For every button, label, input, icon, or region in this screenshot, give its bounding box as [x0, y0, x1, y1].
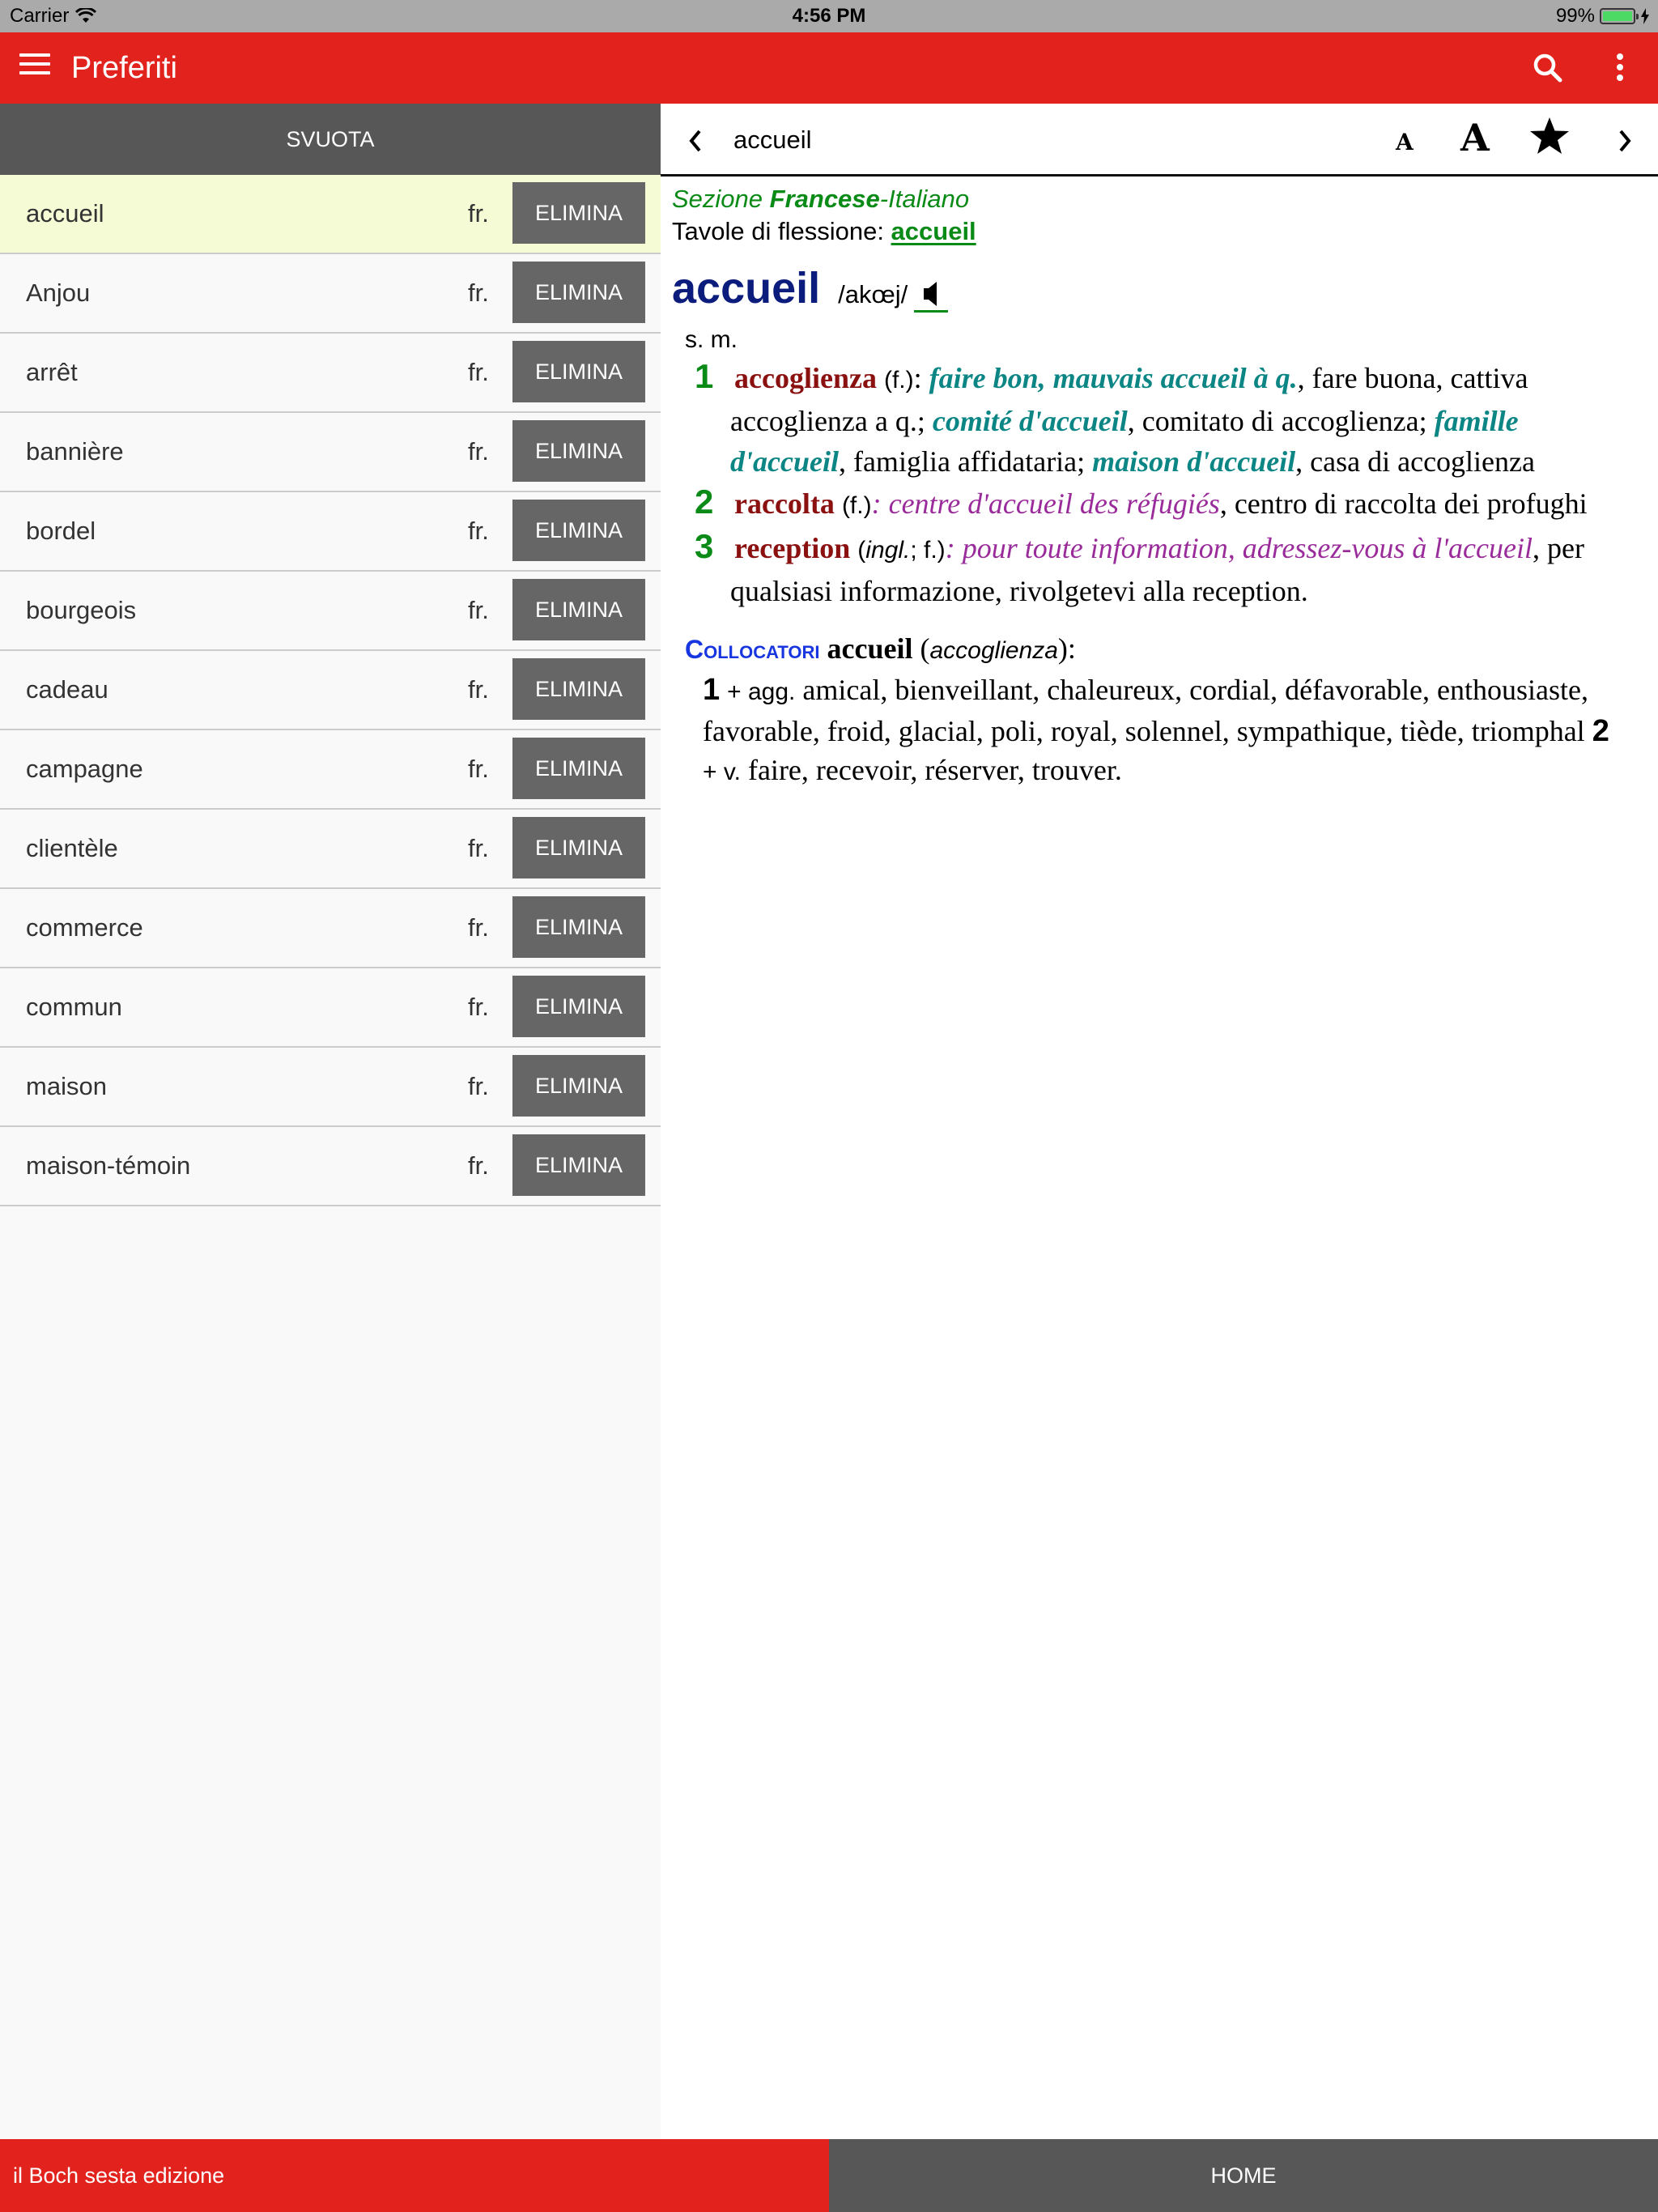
favorite-item[interactable]: [0, 810, 661, 889]
section-prefix: Sezione: [672, 185, 770, 213]
favorite-word: commun: [26, 993, 122, 1021]
favorite-lang: fr.: [468, 993, 489, 1021]
search-icon: [1530, 50, 1566, 86]
delete-button[interactable]: ELIMINA: [512, 262, 645, 323]
sense-example: centre d'accueil des réfugiés: [888, 487, 1220, 520]
sense-translation: raccolta: [734, 487, 835, 520]
sense-gram-close: ; f.): [910, 537, 946, 564]
entry-content: [661, 177, 1658, 792]
collocations-paren: (: [912, 632, 930, 665]
headword: accueil: [672, 264, 821, 313]
section-suffix: -Italiano: [879, 185, 970, 213]
favorite-item[interactable]: [0, 1127, 661, 1206]
favorite-word: bourgeois: [26, 596, 137, 624]
favorite-item[interactable]: [0, 651, 661, 730]
favorite-item[interactable]: [0, 334, 661, 413]
pronunciation: /akœj/: [838, 280, 908, 308]
collocations-label: Collocatori: [685, 635, 820, 664]
sense-text: , casa di accoglienza: [1295, 445, 1535, 478]
battery-percent: 99%: [1555, 5, 1595, 27]
favorite-lang: fr.: [468, 596, 489, 624]
collocations-gloss: accoglienza: [929, 637, 1058, 664]
sense-text: :: [871, 487, 889, 520]
favorite-lang: fr.: [468, 675, 489, 704]
more-vert-icon: [1608, 53, 1632, 81]
delete-button[interactable]: ELIMINA: [512, 817, 645, 878]
entry-headline: [672, 262, 1645, 314]
favorite-item[interactable]: [0, 492, 661, 572]
more-options-button[interactable]: [1608, 50, 1632, 86]
font-increase-icon[interactable]: A: [1460, 116, 1490, 160]
bottom-bar: [0, 2139, 1658, 2212]
favorite-word: maison-témoin: [26, 1151, 191, 1180]
sense-translation: reception: [734, 532, 851, 564]
favorite-word: commerce: [26, 913, 143, 942]
favorite-word: accueil: [26, 199, 104, 228]
sense-text: , per qualsiasi informazione, rivolgetevi alla reception.: [730, 532, 1584, 607]
favorite-lang: fr.: [468, 1072, 489, 1100]
menu-icon: [19, 53, 50, 74]
entry-panel: [661, 104, 1658, 2139]
clear-favorites-button[interactable]: SVUOTA: [0, 104, 661, 175]
chevron-right-icon: [1616, 126, 1635, 155]
sense-number: 3: [695, 527, 714, 565]
collocation-group-text: amical, bienveillant, chaleureux, cordial, défavorable, enthousiaste, favorable, froid, glacial, poli, royal, solennel, sympathique, tiède, triomphal: [703, 674, 1592, 747]
collocations-paren: ):: [1057, 632, 1076, 665]
delete-button[interactable]: ELIMINA: [512, 341, 645, 402]
menu-button[interactable]: [19, 53, 50, 83]
sense-example: faire bon, mauvais accueil à q.: [929, 362, 1298, 394]
sense-text: , comitato di accoglienza;: [1127, 405, 1435, 437]
favorite-item[interactable]: [0, 413, 661, 492]
favorite-item[interactable]: [0, 968, 661, 1048]
next-entry-button[interactable]: [1616, 126, 1635, 155]
delete-button[interactable]: ELIMINA: [512, 738, 645, 799]
entry-toolbar: [661, 104, 1658, 177]
sense-text: , famiglia affidataria;: [838, 445, 1093, 478]
favorite-lang: fr.: [468, 199, 489, 228]
battery-status: [1556, 5, 1650, 28]
inflection-link[interactable]: accueil: [891, 217, 976, 245]
favorites-panel: [0, 104, 661, 2139]
favorite-word: bannière: [26, 437, 124, 466]
audio-button[interactable]: [914, 280, 948, 313]
star-icon: [1528, 115, 1571, 157]
search-button[interactable]: [1530, 50, 1566, 86]
favorite-item[interactable]: [0, 572, 661, 651]
delete-button[interactable]: ELIMINA: [512, 976, 645, 1037]
sense-3: [695, 526, 1645, 611]
sense-text: , fare buona, cattiva accoglienza a q.;: [730, 362, 1528, 437]
collocations-headword: accueil: [827, 632, 913, 665]
sense-text: :: [945, 532, 963, 564]
battery-icon: [1600, 8, 1635, 24]
favorite-word: Anjou: [26, 279, 91, 307]
delete-button[interactable]: ELIMINA: [512, 500, 645, 561]
collocation-group-tag: + v.: [703, 759, 741, 785]
favorite-lang: fr.: [468, 1151, 489, 1180]
favorite-lang: fr.: [468, 279, 489, 307]
collocations-header: [685, 629, 1645, 670]
sense-example: famille d'accueil: [730, 405, 1519, 478]
clock: 4:56 PM: [792, 5, 866, 27]
favorite-item[interactable]: [0, 730, 661, 810]
carrier-name: Carrier: [10, 5, 70, 27]
delete-button[interactable]: ELIMINA: [512, 1134, 645, 1196]
app-bar: [0, 32, 1658, 104]
speaker-icon: [914, 280, 948, 308]
favorite-word: campagne: [26, 755, 143, 783]
inflection-tables: [672, 215, 1645, 248]
section-lang: Francese: [769, 185, 880, 213]
delete-button[interactable]: ELIMINA: [512, 420, 645, 482]
collocations-body: [703, 670, 1645, 792]
sense-2: [695, 482, 1645, 526]
sense-number: 1: [695, 357, 714, 395]
delete-button[interactable]: ELIMINA: [512, 579, 645, 640]
sense-translation: accoglienza: [734, 362, 877, 394]
favorite-lang: fr.: [468, 913, 489, 942]
sense-gram: (f.): [883, 367, 914, 393]
favorite-word: bordel: [26, 517, 96, 545]
sense-number: 2: [695, 483, 714, 521]
charging-icon: [1640, 8, 1650, 24]
collocation-group-number: 1: [703, 673, 721, 707]
sense-text: :: [913, 362, 929, 394]
delete-button[interactable]: ELIMINA: [512, 1055, 645, 1117]
favorite-lang: fr.: [468, 437, 489, 466]
favorite-lang: fr.: [468, 358, 489, 386]
favorite-word: maison: [26, 1072, 107, 1100]
favorite-item[interactable]: [0, 1048, 661, 1127]
favorite-lang: fr.: [468, 517, 489, 545]
collocation-group-text: faire, recevoir, réserver, trouver.: [740, 754, 1122, 786]
chevron-left-icon: [685, 126, 704, 155]
brand-label: il Boch sesta edizione: [0, 2139, 829, 2212]
favorite-item[interactable]: [0, 889, 661, 968]
favorite-star-button[interactable]: [1528, 115, 1571, 157]
delete-button[interactable]: ELIMINA: [512, 896, 645, 958]
sense-1: [695, 356, 1645, 482]
delete-button[interactable]: ELIMINA: [512, 182, 645, 244]
entry-title: accueil: [733, 125, 812, 154]
sense-gram-italic: ingl.: [865, 537, 911, 564]
sense-gram: (f.): [841, 492, 872, 519]
collocation-group-tag: + agg.: [727, 678, 796, 705]
previous-entry-button[interactable]: [685, 126, 704, 155]
sense-example: comité d'accueil: [932, 405, 1128, 437]
home-button[interactable]: HOME: [829, 2139, 1658, 2212]
favorite-item[interactable]: [0, 254, 661, 334]
favorite-lang: fr.: [468, 755, 489, 783]
favorites-list: [0, 175, 661, 1206]
delete-button[interactable]: ELIMINA: [512, 658, 645, 720]
inflection-label: Tavole di flessione:: [672, 217, 891, 245]
font-decrease-icon[interactable]: A: [1396, 129, 1414, 155]
sense-example: pour toute information, adressez-vous à l'accueil: [962, 532, 1533, 564]
favorite-word: arrêt: [26, 358, 78, 386]
part-of-speech: s. m.: [685, 326, 738, 353]
status-bar: [0, 0, 1658, 32]
favorite-lang: fr.: [468, 834, 489, 862]
sense-gram-open: (: [857, 537, 866, 564]
page-title: Preferiti: [71, 51, 177, 85]
favorite-word: cadeau: [26, 675, 108, 704]
sense-text: , centro di raccolta dei profughi: [1219, 487, 1588, 520]
collocation-group-number: 2: [1592, 714, 1609, 748]
section-label: [672, 183, 1645, 215]
sense-example: maison d'accueil: [1092, 445, 1296, 478]
favorite-item[interactable]: [0, 175, 661, 254]
favorite-word: clientèle: [26, 834, 118, 862]
